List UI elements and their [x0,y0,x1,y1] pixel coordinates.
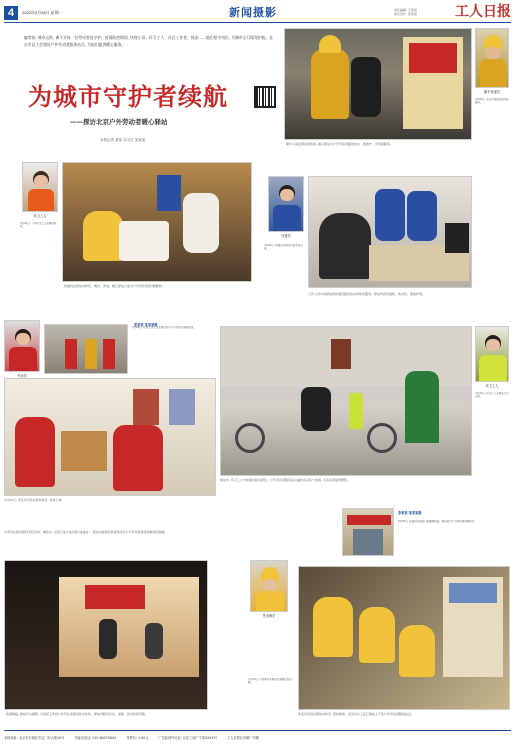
photo-station-service-desk [308,176,472,288]
top-right-person-note: 3月20日, 北京市某驿站迎来快递员。 [475,98,509,105]
left-portrait-role: 环卫工人 [33,214,47,218]
photo-station-storefront [342,508,394,556]
issue-date: 2022年3月28日 星期一 [22,10,63,15]
footer-license: 广告经营许可证: 京东工商广字第XXXX号 [158,736,218,740]
footer-address: 本报地址: 北京市东城区安定门东大街10号 [4,736,65,740]
left-row2-role: 外卖员 [17,374,27,378]
footer-publisher: 工人日报社印刷厂印刷 [227,736,259,740]
portrait-delivery-rider [4,320,40,372]
footer-price: 零售价: 1.50元 [126,736,149,740]
photo-courier-in-station [284,28,472,140]
top-right-person-role: 顺丰快递员 [484,90,500,94]
masthead-rule [4,22,511,23]
headline: 为城市守护者续航 [28,83,228,111]
footer-bar [4,733,511,743]
portrait-courier-top-right [475,28,509,88]
top-right-caption: 顺丰小哥在驿站里热饭, 暖心驿站为户外劳动者提供热水、微波炉、充电等服务。 [286,142,393,146]
street-photo-caption: 驿站外, 环卫工人与快递员骑车经过。户外劳动者服务站点遍布北京各个街道, 为劳动者提供便利。 [220,478,350,482]
center-portrait-role: 快递员 [281,234,291,238]
lead-paragraph: 编者按: 城市运转, 离不开每一位劳动者的守护。疫情防控期间, 快递小哥、环卫工人、社区工作者、保安……他们坚守岗位, 为城市运行保驾护航。北京市总工会建设户外劳动者服务站点, 为他们提供暖心服务。 [24,35,273,47]
center-wide-caption: 工作人员为来驿站的快递员提供热水和休息服务。驿站内设有桌椅、饮水机、微波炉等。 [308,292,426,296]
photo-riders-resting-in-station [298,566,510,710]
qr-code[interactable] [254,86,276,108]
paper-logo: 工人日报 [455,4,511,20]
portrait-courier-center [268,176,304,232]
section-3-header: 李某某 某某某摄 [398,511,422,515]
photo-station-exterior-wall [4,378,216,496]
bottom-portrait-note: 3月24日, 外卖骑手在驿站外准备出发送餐。 [248,678,292,685]
center-portrait-note: 3月20日, 快递员在驿站内给手机充电。 [264,244,303,251]
photo-street-scene [220,326,472,476]
photo-station-interior [62,162,252,282]
section-2-header: 张某某 某某某摄 [134,323,158,327]
footer-phone: 总编室电话: 010-8407XXXX [74,736,117,740]
left-row3-caption: 外卖员在驿站里给手机充电、喝热水, 这里已成为他们的"加油站"。驿站内提供的热饭热水让户外劳动者感受到城市的温暖。 [4,530,168,534]
byline: 本报记者 某某 实习生 某某某 [100,138,146,142]
section-title: 新闻摄影 [229,6,277,19]
editor-info: 责任编辑: 于某某 版式设计: 某某某 [394,8,417,16]
bottom-right-caption: 多名外卖员在驿站内休息, 等待接单。北京市总工会已建成上千家户外劳动者服务站点。 [298,712,414,716]
portrait-sanitation-worker-right [475,326,509,382]
bottom-left-caption: 夜幕降临, 驿站灯火通明, 为夜间工作的户外劳动者提供休息场所。驿站内配有沙发、桌椅、饮水机等设施。 [6,712,148,716]
portrait-sanitation-worker [22,162,58,212]
photo-street-parade [44,324,128,374]
bottom-portrait-role: 外卖骑手 [262,614,276,618]
left-portrait-note: 3月20日, 一名环卫工人在驿站休息。 [20,222,57,229]
portrait-delivery-rider-bottom [250,560,288,612]
subheadline: ——探访北京户外劳动者暖心驿站 [70,118,168,126]
right-row2-note: 3月22日, 环卫工人在驿站门口合影。 [475,392,509,399]
mid-row2-note: 3月22日, 社区工作人员在驿站内为户外劳动者准备热饭。 [132,326,196,329]
right-row3-note: 3月23日, 快递员在驿站门前整理包裹。驿站成为户外劳动者温暖的家。 [398,520,477,523]
photo-station-at-night [4,560,208,710]
middle-photo-caption: 快递员在驿站内休息、喝水、充电。暖心驿站已成为户外劳动者的"歇脚地"。 [64,284,166,288]
left-row2-note: 3月22日, 多名外卖员在驿站休息, 等待订单。 [4,498,65,502]
right-row2-role: 环卫工人 [485,384,499,388]
page-number-badge: 4 [4,6,18,20]
footer-rule [4,730,511,731]
